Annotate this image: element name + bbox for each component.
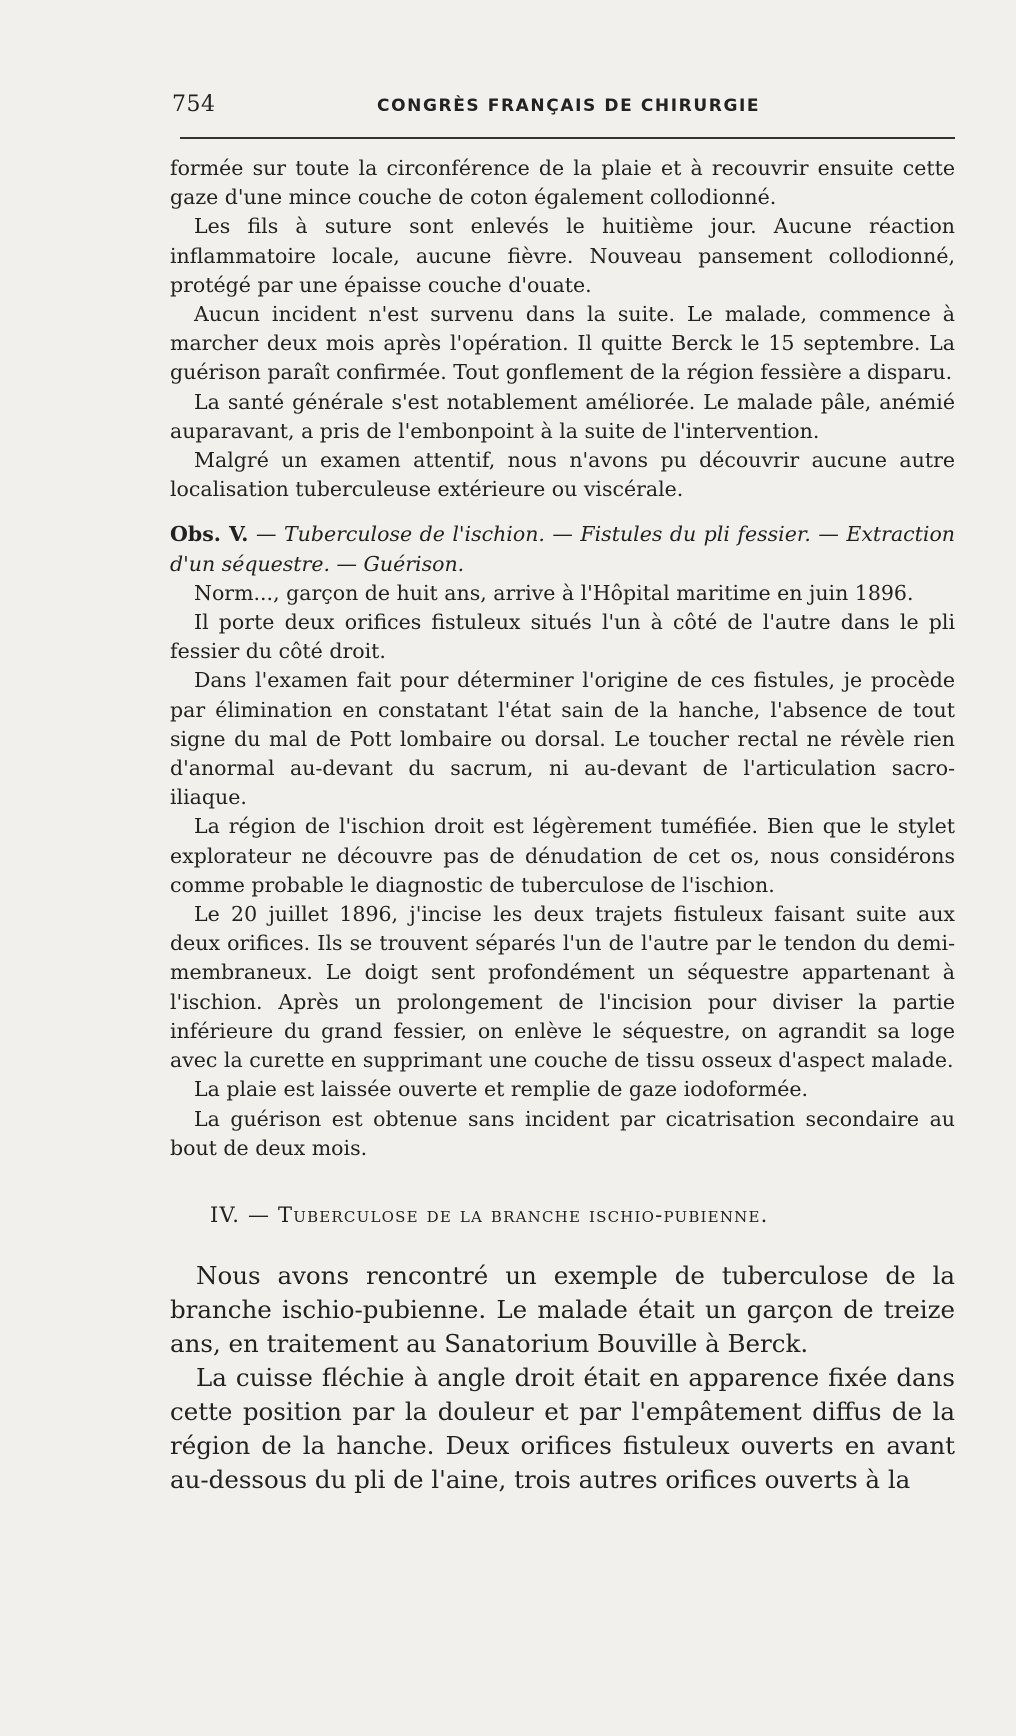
paragraph: formée sur toute la circonférence de la plaie et à recouvrir ensuite cette gaze d'une mince couche de coton également collodionné. [170, 156, 955, 210]
paragraph: La santé générale s'est notablement améliorée. Le malade pâle, anémié auparavant, a pris de l'embonpoint à la suite de l'intervention. [170, 389, 955, 443]
observation-label: Obs. V. [170, 522, 249, 547]
header-rule [180, 137, 955, 139]
paragraph: Norm..., garçon de huit ans, arrive à l'Hôpital maritime en juin 1896. [194, 580, 914, 605]
page-body [170, 154, 955, 1497]
paragraph: Le 20 juillet 1896, j'incise les deux trajets fistuleux faisant suite aux deux orifices. Ils se trouvent séparés l'un de l'autre par le tendon du demi-membraneux. Le doigt sent profondément un séquestre appartenant à l'ischion. Après un prolongement de l'incision pour diviser la partie inférieure du grand fessier, on enlève le séquestre, on agrandit sa loge avec la curette en supprimant une couche de tissu osseux d'aspect malade. [170, 902, 955, 1073]
observation-title: — Tuberculose de l'ischion. — Fistules du pli fessier. — Extraction d'un séquestre. — Guérison. [170, 522, 955, 576]
paragraph: La guérison est obtenue sans incident par cicatrisation secondaire au bout de deux mois. [170, 1106, 955, 1160]
page-header [172, 92, 952, 122]
paragraph: Nous avons rencontré un exemple de tuberculose de la branche ischio-pubienne. Le malade était un garçon de treize ans, en traitement au Sanatorium Bouville à Berck. [170, 1260, 955, 1358]
observation-iv-conclusion [170, 154, 955, 504]
paragraph: Dans l'examen fait pour déterminer l'origine de ces fistules, je procède par élimination en constatant l'état sain de la hanche, l'absence de tout signe du mal de Pott lombaire ou dorsal. Le toucher rectal ne révèle rien d'anormal au-devant du sacrum, ni au-devant de l'articulation sacro-iliaque. [170, 668, 955, 810]
observation-v-body [170, 579, 955, 1163]
paragraph: La cuisse fléchie à angle droit était en apparence fixée dans cette position par la douleur et par l'empâtement diffus de la région de la hanche. Deux orifices fistuleux ouverts en avant au-dessous du pli de l'aine, trois autres orifices ouverts à la [170, 1362, 955, 1494]
paragraph: La région de l'ischion droit est légèrement tuméfiée. Bien que le stylet explorateur ne découvre pas de dénudation de cet os, nous considérons comme probable le diagnostic de tuberculose de l'ischion. [170, 814, 955, 897]
paragraph: Il porte deux orifices fistuleux situés l'un à côté de l'autre dans le pli fessier du côté droit. [170, 610, 955, 664]
page-number: 754 [172, 92, 216, 117]
paragraph: Malgré un examen attentif, nous n'avons pu découvrir aucune autre localisation tuberculeuse extérieure ou viscérale. [170, 448, 955, 502]
section-heading: IV. — Tuberculose de la branche ischio-pubienne. [210, 1202, 769, 1227]
paragraph: Les fils à suture sont enlevés le huitième jour. Aucune réaction inflammatoire locale, aucune fièvre. Nouveau pansement collodionné, protégé par une épaisse couche d'ouate. [170, 214, 955, 297]
running-head: CONGRÈS FRANÇAIS DE CHIRURGIE [377, 96, 761, 116]
paragraph: Aucun incident n'est survenu dans la suite. Le malade, commence à marcher deux mois après l'opération. Il quitte Berck le 15 septembre. La guérison paraît confirmée. Tout gonflement de la région fessière a disparu. [170, 302, 955, 385]
section-iv-body [170, 1259, 955, 1497]
observation-v-heading [170, 520, 955, 578]
paragraph: La plaie est laissée ouverte et remplie de gaze iodoformée. [194, 1077, 808, 1102]
